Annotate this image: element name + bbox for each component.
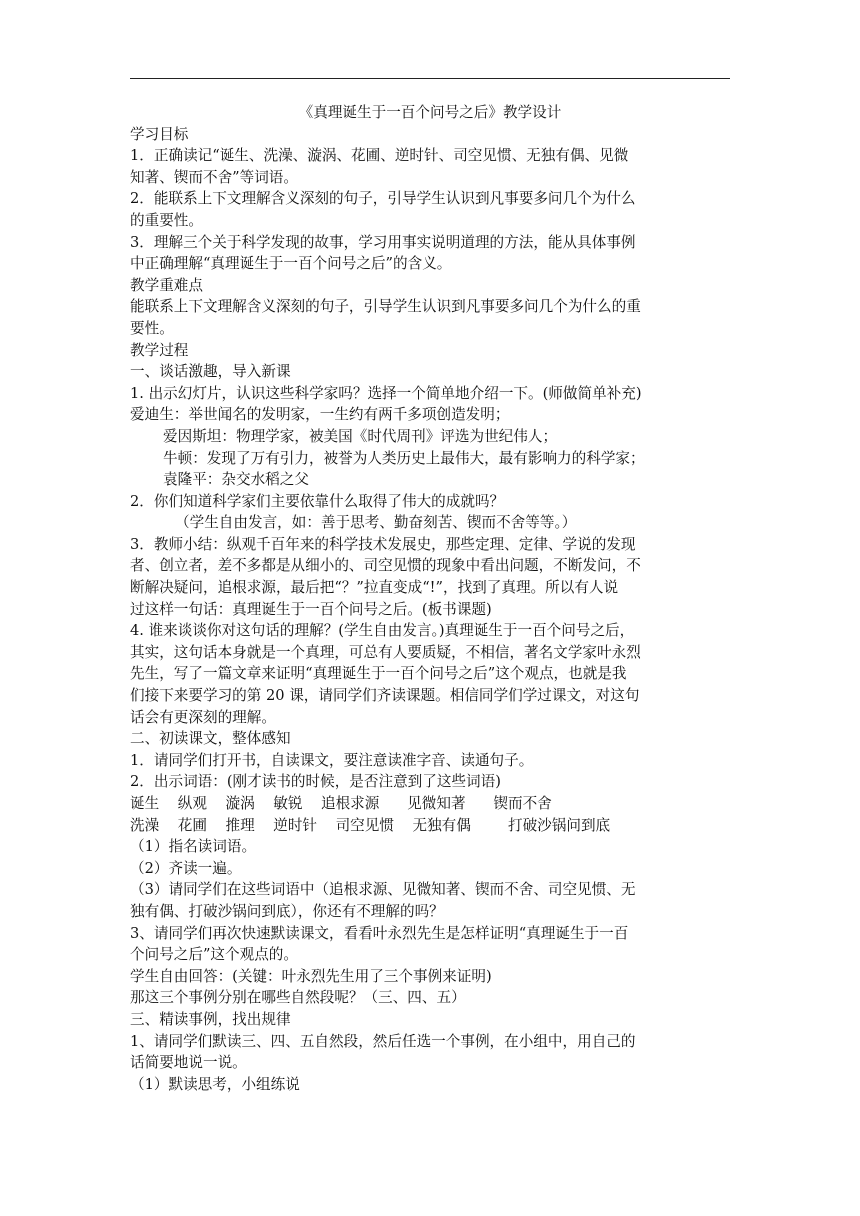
section-heading: 学习目标: [130, 125, 189, 143]
text-line: 者、创立者，差不多都是从细小的、司空见惯的现象中看出问题，不断发问，不: [130, 557, 641, 575]
section-heading: 教学过程: [130, 341, 189, 359]
text-line: 3．理解三个关于科学发现的故事，学习用事实说明道理的方法，能从具体事例: [130, 233, 636, 251]
section-heading: 教学重难点: [130, 276, 203, 294]
text-line: 其实，这句话本身就是一个真理，可总有人要质疑，不相信，著名文学家叶永烈: [130, 643, 641, 661]
document-title: 《真理诞生于一百个问号之后》教学设计: [298, 104, 562, 121]
subsection-heading: 一、谈话激趣，导入新课: [130, 363, 291, 381]
text-line: 先生，写了一篇文章来证明“真理诞生于一百个问号之后”这个观点，也就是我: [130, 665, 627, 683]
text-line: （1）默读思考，小组练说: [130, 1075, 300, 1093]
text-line: 断解决疑问，追根求源，最后把“？”拉直变成“!”，找到了真理。所以有人说: [130, 579, 619, 597]
text-line: 们接下来要学习的第 20 课，请同学们齐读课题。相信同学们学过课文，对这句: [130, 687, 640, 705]
text-line: 3．教师小结：纵观千百年来的科学技术发展史，那些定理、定律、学说的发现: [130, 535, 636, 553]
text-line: 知著、锲而不舍”等词语。: [130, 168, 298, 186]
text-line: 中正确理解“真理诞生于一百个问号之后”的含义。: [130, 255, 452, 273]
subsection-heading: 二、初读课文，整体感知: [130, 730, 291, 748]
text-line: 独有偶、打破沙锅问到底），你还有不理解的吗？: [130, 902, 444, 920]
text-line: 1．请同学们打开书，自读课文，要注意读准字音、读通句子。: [130, 751, 534, 769]
text-line: 要性。: [130, 319, 174, 337]
text-line: （学生自由发言，如：善于思考、勤奋刻苦、锲而不舍等等。）: [175, 514, 577, 532]
word-list-row: 诞生 纵观 漩涡 敏锐 追根求源 见微知著 锲而不舍: [130, 795, 552, 812]
text-line: （1）指名读词语。: [130, 838, 257, 856]
text-line: 话会有更深刻的理解。: [130, 708, 276, 726]
text-line: （2）齐读一遍。: [130, 859, 242, 877]
text-line: 爱迪生：举世闻名的发明家，一生约有两千多项创造发明；: [130, 406, 510, 424]
text-line: 1、请同学们默读三、四、五自然段，然后任选一个事例，在小组中，用自己的: [130, 1032, 636, 1050]
subsection-heading: 三、精读事例，找出规律: [130, 1010, 291, 1028]
text-line: 话简要地说一说。: [130, 1054, 247, 1072]
text-line: 牛顿：发现了万有引力，被誉为人类历史上最伟大，最有影响力的科学家；: [163, 449, 645, 467]
word-list-row: 洗澡 花圃 推理 逆时针 司空见惯 无独有偶 打破沙锅问到底: [130, 816, 611, 834]
text-line: 2．你们知道科学家们主要依靠什么取得了伟大的成就吗？: [130, 492, 505, 510]
text-line: 1. 出示幻灯片，认识这些科学家吗？选择一个简单地介绍一下。(师做简单补充): [130, 384, 642, 402]
text-line: 爱因斯坦：物理学家，被美国《时代周刊》评选为世纪伟人；: [163, 427, 558, 445]
text-line: 的重要性。: [130, 211, 203, 229]
text-line: 能联系上下文理解含义深刻的句子，引导学生认识到凡事要多问几个为什么的重: [130, 298, 641, 316]
text-line: 2．能联系上下文理解含义深刻的句子，引导学生认识到凡事要多问几个为什么: [130, 190, 636, 208]
text-line: 过这样一句话：真理诞生于一百个问号之后。(板书课题): [130, 600, 492, 618]
text-line: 学生自由回答：(关键：叶永烈先生用了三个事例来证明): [130, 967, 492, 985]
text-line: 2．出示词语：(刚才读书的时候，是否注意到了这些词语): [130, 773, 501, 791]
text-line: （3）请同学们在这些词语中（追根求源、见微知著、锲而不舍、司空见惯、无: [130, 881, 636, 899]
text-line: 3、请同学们再次快速默读课文，看看叶永烈先生是怎样证明“真理诞生于一百: [130, 924, 629, 942]
text-line: 1．正确读记“诞生、洗澡、漩涡、花圃、逆时针、司空见惯、无独有偶、见微: [130, 147, 629, 165]
header-rule: [130, 78, 730, 79]
text-line: 那这三个事例分别在哪些自然段呢？（三、四、五）: [130, 989, 466, 1007]
document-body: [130, 102, 730, 1095]
text-line: 个问号之后”这个观点的。: [130, 946, 298, 964]
text-line: 袁隆平：杂交水稻之父: [163, 471, 309, 489]
text-line: 4. 谁来谈谈你对这句话的理解？(学生自由发言。)真理诞生于一百个问号之后，: [130, 622, 635, 640]
